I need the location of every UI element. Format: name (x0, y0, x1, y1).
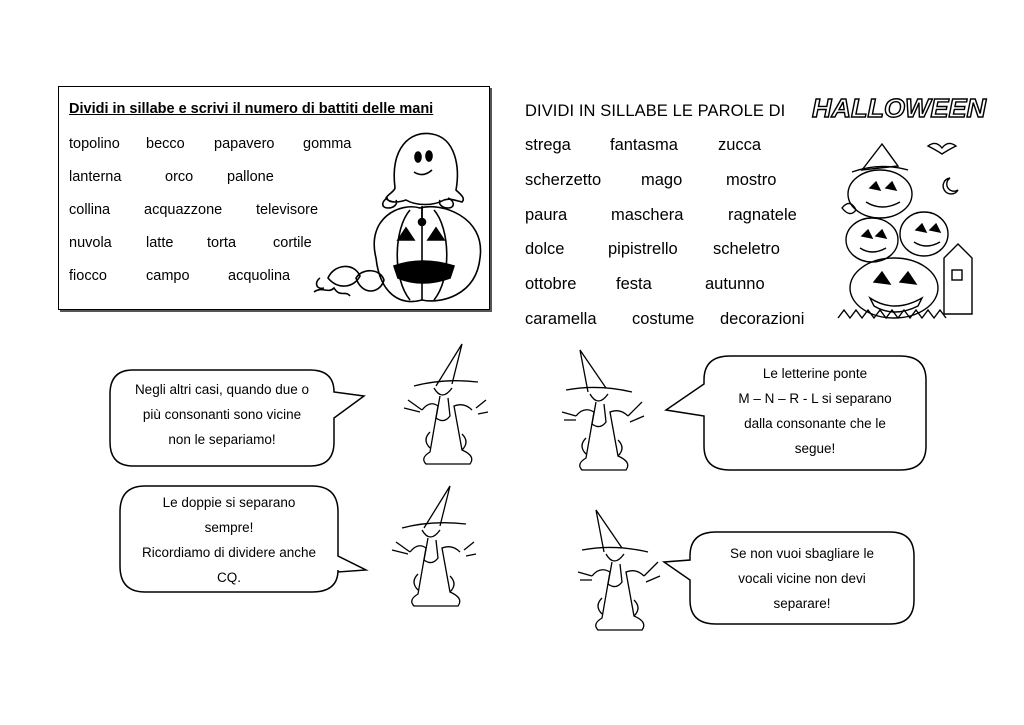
rule-doubles-text (122, 490, 336, 590)
word: acquazzone (144, 202, 223, 218)
rule-line: CQ. (216, 570, 241, 585)
word: mostro (726, 171, 777, 189)
word: costume (632, 310, 695, 328)
word: televisore (256, 202, 319, 218)
rule-consonants-text (112, 377, 332, 452)
word: scherzetto (525, 171, 602, 189)
word: nuvola (69, 235, 112, 251)
witch-icon (558, 346, 648, 472)
word: ottobre (525, 275, 577, 293)
word: becco (146, 136, 185, 152)
rule-line: Le letterine ponte (762, 366, 868, 381)
word: paura (525, 206, 568, 224)
rule-line: sempre! (204, 520, 254, 535)
word: scheletro (713, 240, 780, 258)
word: strega (525, 136, 571, 154)
rule-line: Negli altri casi, quando due o (134, 382, 310, 397)
word: papavero (214, 136, 275, 152)
rule-line: M – N – R - L si separano (738, 391, 892, 406)
word: pallone (227, 169, 274, 185)
word: decorazioni (720, 310, 805, 328)
word: zucca (718, 136, 762, 154)
witch-icon (574, 506, 664, 632)
rule-line: più consonanti sono vicine (142, 407, 302, 422)
word: fiocco (69, 268, 107, 284)
rule-mnrl-text (706, 361, 924, 461)
word: mago (641, 171, 683, 189)
word: ragnatele (728, 206, 797, 224)
rule-line: separare! (773, 596, 831, 611)
word: latte (146, 235, 174, 251)
witch-icon (400, 340, 490, 466)
word: gomma (303, 136, 352, 152)
rule-line: non le separiamo! (168, 432, 276, 447)
rule-vowels-text (692, 541, 912, 616)
word: orco (165, 169, 194, 185)
word: maschera (611, 206, 684, 224)
word: torta (207, 235, 237, 251)
word: dolce (525, 240, 565, 258)
word: fantasma (610, 136, 678, 154)
rule-line: segue! (794, 441, 836, 456)
rule-line: Se non vuoi sbagliare le (729, 546, 875, 561)
rule-line: dalla consonante che le (744, 416, 886, 431)
left-exercise-title: Dividi in sillabe e scrivi il numero di battiti delle mani (69, 101, 434, 117)
word: festa (616, 275, 652, 293)
word: autunno (705, 275, 765, 293)
rule-line: Le doppie si separano (162, 495, 296, 510)
word: acquolina (228, 268, 291, 284)
word: lanterna (69, 169, 122, 185)
word: collina (69, 202, 111, 218)
rule-line: vocali vicine non devi (738, 571, 866, 586)
right-exercise-title: DIVIDI IN SILLABE LE PAROLE DI (525, 102, 786, 120)
word: caramella (525, 310, 597, 328)
word: cortile (273, 235, 312, 251)
svg-text:HALLOWEEN: HALLOWEEN (812, 93, 988, 123)
word: topolino (69, 136, 120, 152)
word: pipistrello (608, 240, 678, 258)
witch-icon (388, 482, 478, 608)
rule-line: Ricordiamo di dividere anche (141, 545, 317, 560)
word: campo (146, 268, 190, 284)
